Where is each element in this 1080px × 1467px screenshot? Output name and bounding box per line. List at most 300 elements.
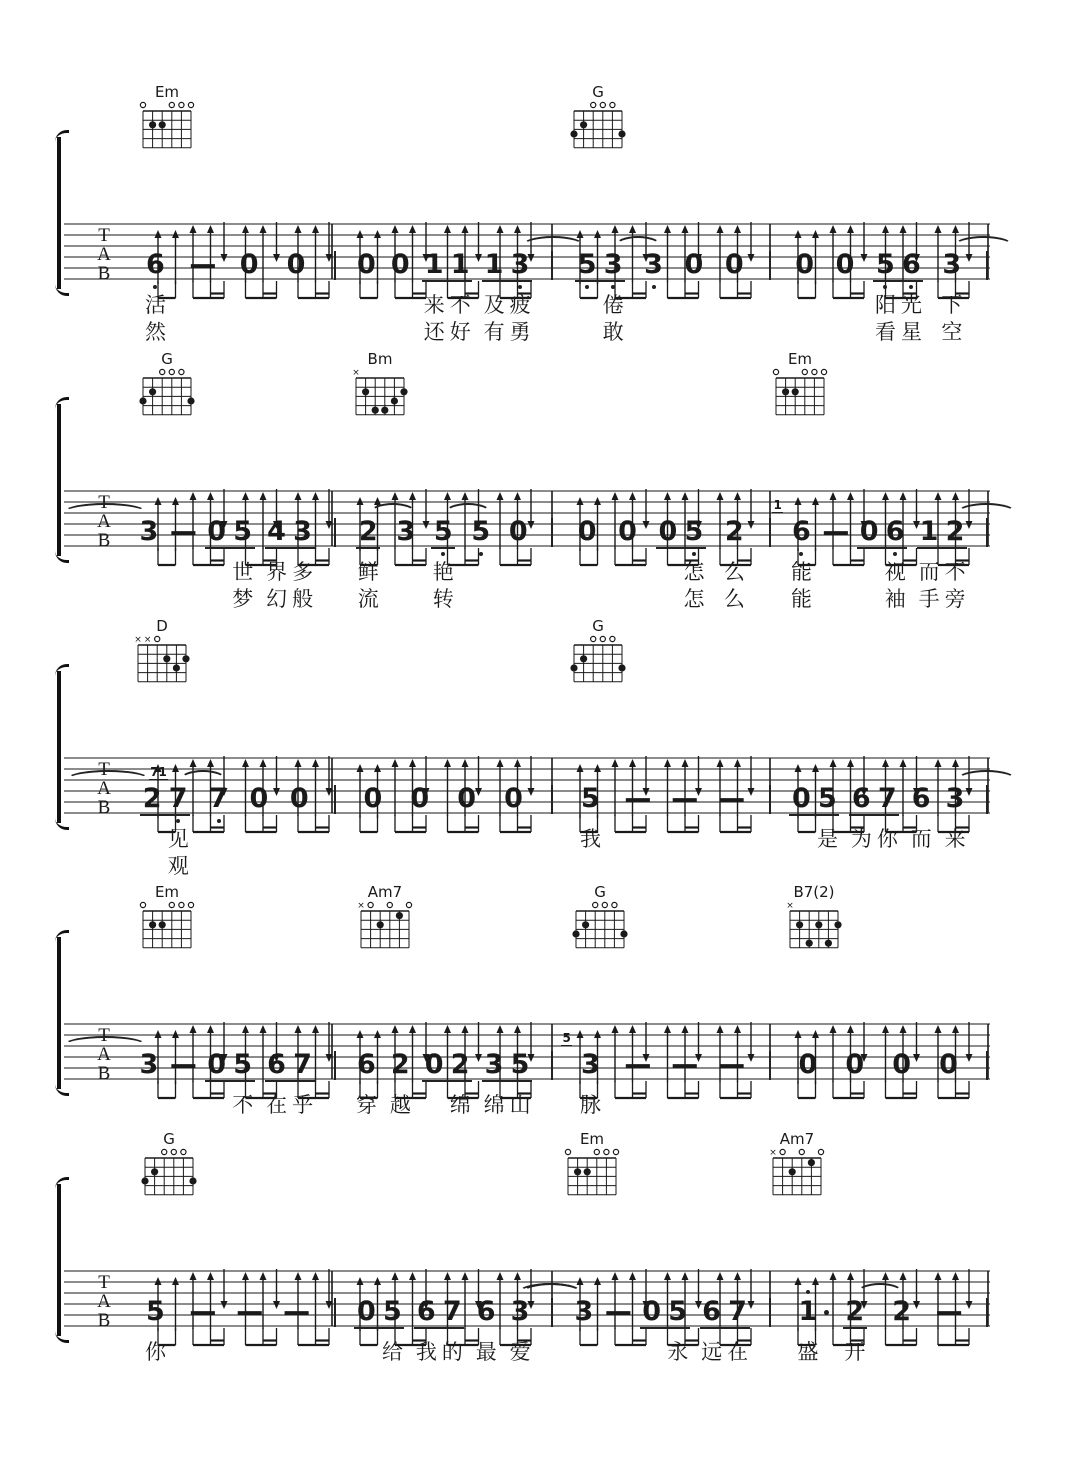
note-number: 5 — [577, 249, 597, 280]
chord-name-label: G — [163, 1130, 175, 1148]
note-number: 0 — [289, 783, 309, 814]
note-number: 6 — [702, 1296, 721, 1327]
system-5 — [0, 1132, 1080, 1392]
note-number: 6 — [476, 1296, 496, 1327]
note-number: 6 — [357, 1049, 376, 1080]
note-number: 2 — [724, 516, 744, 547]
note-group — [822, 517, 848, 617]
note-cell — [671, 784, 697, 884]
note-number: 0 — [508, 516, 528, 547]
system-3 — [0, 619, 1080, 879]
chord-G — [569, 85, 627, 154]
note-number: 3 — [510, 1296, 530, 1327]
lyric-line1: 在 — [727, 1340, 749, 1364]
lyric-line2: 空 — [941, 320, 963, 344]
note-number: 3 — [603, 249, 623, 280]
lyric-line1: 疲 — [509, 293, 531, 317]
note-group — [142, 1297, 168, 1397]
note-group — [936, 1297, 962, 1397]
note-cell — [387, 250, 413, 350]
chord-diagram — [138, 100, 196, 150]
grace-note: 1 — [773, 498, 782, 512]
note-cell — [822, 517, 848, 617]
chord-name-label: G — [592, 83, 604, 101]
tie-arc — [954, 236, 1013, 255]
chord-Bm — [351, 352, 409, 421]
lyric-line2: 还 — [423, 320, 445, 344]
note-number: — — [671, 1049, 699, 1080]
note-cell — [421, 250, 447, 350]
note-cell — [571, 1297, 597, 1397]
note-number: 6 — [885, 516, 905, 547]
lyric-line1: 而 — [918, 560, 940, 584]
lyric-line2: 然 — [144, 320, 166, 344]
lyric-line2: 观 — [167, 854, 189, 878]
note-number: 5 — [668, 1296, 688, 1327]
note-group-beamed — [264, 517, 316, 617]
note-number: 0 — [207, 516, 227, 547]
measure — [336, 1297, 554, 1397]
note-cell — [150, 765, 191, 884]
lyric-line1: 我 — [579, 827, 601, 851]
note-cell — [681, 250, 707, 350]
octave-dot-low — [176, 819, 180, 823]
note-number: 5 — [233, 1049, 253, 1080]
chord-Am7 — [768, 1132, 826, 1201]
system-4 — [0, 883, 1080, 1148]
lyric-line1: 绵 — [449, 1093, 471, 1117]
note-group — [908, 784, 934, 884]
note-number: 7 — [442, 1296, 462, 1327]
svg-text:×: × — [786, 901, 794, 911]
lyric-line1: 来 — [944, 827, 966, 851]
lyric-line1: 乎 — [292, 1093, 314, 1117]
tie-arc-incoming — [66, 770, 150, 789]
octave-dot-low — [153, 285, 157, 289]
note-group — [939, 250, 965, 350]
note-group — [615, 517, 641, 617]
tab-clef-letters — [97, 225, 111, 284]
jianpu-line — [118, 250, 988, 350]
note-cell — [898, 250, 924, 350]
octave-dot-low — [441, 552, 445, 556]
note-cell — [600, 250, 626, 350]
chord-diagram — [569, 100, 627, 150]
note-group — [792, 250, 818, 350]
lyric-line2: 勇 — [509, 320, 531, 344]
lyric-line1: 你 — [144, 1340, 166, 1364]
note-group — [681, 250, 707, 350]
note-number: 0 — [457, 783, 477, 814]
octave-dot-low — [692, 552, 696, 556]
note-cell — [379, 1297, 405, 1397]
note-group — [832, 250, 858, 350]
chord-name-label: Bm — [367, 350, 393, 368]
note-cell — [170, 517, 196, 617]
note-group — [189, 250, 215, 350]
chord-name-label: G — [161, 350, 173, 368]
octave-dot-low — [585, 285, 589, 289]
tie-arc — [957, 770, 1016, 789]
note-cell — [655, 517, 681, 617]
note-group — [283, 250, 309, 350]
note-number: 2 — [358, 516, 378, 547]
note-number: 0 — [684, 249, 704, 280]
note-cell — [189, 1297, 215, 1397]
note-cell — [501, 784, 527, 884]
measure — [553, 250, 771, 350]
note-number: 5 — [818, 783, 837, 814]
measure — [118, 765, 336, 884]
note-cell — [407, 784, 433, 884]
note-cell — [624, 784, 650, 884]
note-group — [136, 517, 162, 617]
tab-clef-letters — [97, 1272, 111, 1331]
note-cell — [439, 1297, 465, 1397]
note-number: 0 — [724, 249, 744, 280]
chord-G — [569, 619, 627, 688]
measure — [553, 784, 771, 884]
note-number: 0 — [618, 516, 637, 547]
lyric-line1: 阳 — [874, 293, 896, 317]
note-group-beamed — [788, 784, 840, 884]
note-cell — [189, 250, 215, 350]
note-number: 3 — [139, 1049, 159, 1080]
note-cell — [882, 517, 908, 617]
svg-text:A: A — [97, 1044, 111, 1065]
note-cell — [942, 517, 968, 617]
note-group — [360, 784, 386, 884]
note-group — [170, 517, 196, 617]
lyric-line1: 光 — [900, 293, 922, 317]
lyric-line1: 山 — [509, 1093, 531, 1117]
note-number: 0 — [642, 1296, 662, 1327]
note-cell — [788, 784, 814, 884]
note-number: 0 — [390, 249, 410, 280]
note-cell — [236, 1297, 262, 1397]
chord-Am7 — [356, 885, 414, 954]
note-number: — — [189, 249, 217, 280]
lyric-line2: 旁 — [944, 587, 966, 611]
note-number: 3 — [945, 783, 965, 814]
svg-text:B: B — [97, 530, 111, 551]
lyric-line1: 开 — [844, 1340, 866, 1364]
chord-diagram — [771, 367, 829, 417]
lyric-line1: 不 — [449, 293, 471, 317]
chord-diagram — [138, 900, 196, 950]
measure — [553, 517, 771, 617]
lyric-line1: 活 — [144, 293, 166, 317]
note-group — [454, 784, 480, 884]
note-cell — [773, 498, 814, 617]
note-cell — [615, 517, 641, 617]
lyric-line2: 看 — [874, 320, 896, 344]
svg-text:×: × — [143, 635, 152, 645]
octave-dot-low — [893, 552, 897, 556]
note-number: 3 — [484, 1049, 504, 1080]
note-group-beamed — [872, 250, 924, 350]
system-1 — [0, 85, 1080, 345]
svg-text:T: T — [98, 492, 110, 513]
measure — [553, 1297, 771, 1397]
note-number: 0 — [249, 783, 269, 814]
jianpu-line — [118, 498, 988, 617]
note-group — [507, 1297, 533, 1397]
note-number: 0 — [207, 1049, 227, 1080]
note-number: 3 — [644, 249, 663, 280]
note-number: 5 — [581, 783, 600, 814]
lyric-line1: 的 — [441, 1340, 463, 1364]
chord-diagram — [138, 367, 196, 417]
note-cell — [577, 784, 603, 884]
lyric-line2: 好 — [449, 320, 471, 344]
lyric-line2: 敢 — [602, 320, 624, 344]
lyric-line1: 能 — [790, 560, 812, 584]
note-group-beamed — [355, 517, 381, 617]
chord-G — [571, 885, 629, 954]
lyric-line1: 来 — [423, 293, 445, 317]
lyric-line1: 穿 — [355, 1093, 377, 1117]
note-cell — [473, 1297, 499, 1397]
note-cell — [872, 250, 898, 350]
note-cell — [507, 1297, 533, 1397]
lyric-line1: 及 — [483, 293, 505, 317]
chord-Em — [563, 1132, 621, 1201]
note-group-beamed — [430, 517, 456, 617]
note-group-beamed — [699, 1297, 751, 1397]
note-group — [246, 784, 272, 884]
note-group — [189, 1297, 215, 1397]
note-group-beamed — [481, 250, 533, 350]
lyric-line1: 么 — [723, 560, 745, 584]
note-group — [942, 784, 968, 884]
note-number: 0 — [577, 516, 597, 547]
lyric-line1: 见 — [167, 827, 189, 851]
note-number: 2 — [450, 1049, 470, 1080]
jianpu-line — [118, 765, 988, 884]
measure — [771, 1297, 989, 1397]
lyric-line1: 多 — [292, 560, 314, 584]
note-number: 5 — [471, 516, 491, 547]
svg-text:B: B — [97, 1310, 111, 1331]
svg-text:×: × — [134, 635, 142, 645]
chord-name-label: D — [156, 617, 168, 635]
octave-dot-low — [652, 285, 656, 289]
note-group — [605, 1297, 631, 1397]
lyric-line2: 袖 — [884, 587, 906, 611]
note-number: 1 — [450, 249, 470, 280]
note-cell — [856, 517, 882, 617]
note-number: 2 — [390, 1049, 410, 1080]
note-group-beamed — [421, 250, 473, 350]
system-2 — [0, 352, 1080, 612]
note-number: — — [822, 516, 850, 547]
note-cell — [842, 1297, 868, 1397]
note-number: 5 — [233, 516, 253, 547]
note-cell — [942, 784, 968, 884]
note-group-beamed — [655, 517, 707, 617]
note-cell — [204, 517, 230, 617]
note-cell — [230, 517, 256, 617]
lyric-line1: 脉 — [579, 1093, 601, 1117]
lyric-line1: 盛 — [797, 1340, 819, 1364]
note-number: 0 — [410, 783, 430, 814]
note-number: — — [189, 1296, 217, 1327]
note-group — [889, 1297, 915, 1397]
lyric-line1: 在 — [266, 1093, 288, 1117]
chord-name-label: B7(2) — [793, 883, 835, 901]
note-cell — [574, 517, 600, 617]
note-number: — — [236, 1296, 264, 1327]
chord-name-label: Em — [579, 1130, 605, 1148]
note-cell — [721, 517, 747, 617]
note-number: 1 — [798, 1296, 818, 1327]
note-number: — — [671, 783, 699, 814]
measure — [336, 517, 554, 617]
chord-diagram — [571, 900, 629, 950]
lyric-line1: 世 — [232, 560, 254, 584]
grace-note: 5 — [562, 1031, 571, 1045]
lyric-line1: 越 — [389, 1093, 411, 1117]
chord-diagram — [356, 900, 414, 950]
note-cell — [355, 517, 381, 617]
note-group-beamed — [848, 784, 900, 884]
note-number: 5 — [383, 1296, 402, 1327]
lyric-line2: 流 — [357, 587, 379, 611]
note-group — [206, 784, 232, 884]
note-number: — — [718, 1049, 746, 1080]
note-number: — — [169, 1049, 197, 1080]
lyric-line1: 下 — [941, 293, 963, 317]
note-group — [286, 784, 312, 884]
note-number: 6 — [911, 783, 931, 814]
lyric-line1: 你 — [876, 827, 898, 851]
note-group — [795, 1297, 821, 1397]
lyric-line2: 梦 — [232, 587, 254, 611]
octave-dot-low — [217, 819, 221, 823]
lyric-line2: 有 — [483, 320, 505, 344]
chord-Em — [138, 885, 196, 954]
note-group-beamed — [916, 517, 968, 617]
svg-text:B: B — [97, 1063, 111, 1084]
note-group-beamed — [139, 765, 191, 884]
note-number: 5 — [876, 249, 895, 280]
note-group — [353, 250, 379, 350]
note-cell — [507, 250, 533, 350]
note-cell — [264, 517, 290, 617]
note-cell — [454, 784, 480, 884]
chord-diagram — [768, 1147, 826, 1197]
note-cell — [681, 517, 707, 617]
lyric-line1: 是 — [816, 827, 838, 851]
note-group-beamed — [413, 1297, 465, 1397]
note-cell — [283, 1297, 309, 1397]
note-cell — [916, 517, 942, 617]
lyric-line1: 给 — [381, 1340, 403, 1364]
note-cell — [936, 1297, 962, 1397]
octave-dot-low — [479, 552, 483, 556]
note-group — [236, 250, 262, 350]
note-cell — [236, 250, 262, 350]
chord-diagram — [569, 634, 627, 684]
note-number: 4 — [267, 516, 286, 547]
note-cell — [142, 250, 168, 350]
note-cell — [939, 250, 965, 350]
lyric-line1: 鲜 — [357, 560, 379, 584]
note-group — [624, 784, 650, 884]
lyric-line1: 界 — [266, 560, 288, 584]
octave-dot-low — [799, 552, 803, 556]
note-number: 0 — [357, 249, 376, 280]
note-number: — — [283, 1296, 311, 1327]
lyric-line1: 而 — [910, 827, 932, 851]
note-number: 0 — [939, 1049, 958, 1080]
measure — [118, 517, 336, 617]
note-number: — — [935, 1296, 963, 1327]
note-group — [721, 250, 747, 350]
note-cell — [468, 517, 494, 617]
jianpu-line — [118, 1297, 988, 1397]
note-number: 3 — [396, 516, 416, 547]
chord-name-label: Em — [787, 350, 813, 368]
note-group — [387, 250, 413, 350]
augmentation-dot — [824, 1310, 829, 1315]
chord-name-label: G — [592, 617, 604, 635]
note-number: 0 — [835, 249, 855, 280]
lyric-line2: 能 — [790, 587, 812, 611]
note-number: 6 — [851, 783, 871, 814]
measure — [771, 498, 989, 617]
note-group — [773, 498, 814, 617]
note-number: 5 — [146, 1296, 165, 1327]
note-number: 2 — [945, 516, 965, 547]
note-number: 3 — [942, 249, 962, 280]
note-cell — [641, 250, 667, 350]
note-group — [236, 1297, 262, 1397]
chord-D — [133, 619, 191, 688]
lyric-line1: 倦 — [602, 293, 624, 317]
chord-diagram — [140, 1147, 198, 1197]
chord-Em — [138, 85, 196, 154]
lyric-line1: 为 — [850, 827, 872, 851]
note-number: 0 — [286, 249, 306, 280]
note-group-beamed — [639, 1297, 691, 1397]
note-number: 3 — [581, 1049, 600, 1080]
note-number: 0 — [792, 783, 811, 814]
svg-text:A: A — [97, 511, 111, 532]
note-group — [505, 517, 531, 617]
lyric-line1: 绵 — [483, 1093, 505, 1117]
lyric-line1: 怎 — [683, 560, 705, 584]
note-group — [718, 784, 744, 884]
svg-text:A: A — [97, 244, 111, 265]
note-number: 2 — [142, 783, 162, 814]
note-number: — — [624, 783, 652, 814]
svg-text:×: × — [357, 901, 365, 911]
lyric-line1: 爱 — [509, 1340, 531, 1364]
note-cell — [889, 1297, 915, 1397]
note-cell — [725, 1297, 751, 1397]
svg-text:A: A — [97, 1291, 111, 1312]
note-group — [671, 784, 697, 884]
note-cell — [832, 250, 858, 350]
measure — [118, 1297, 336, 1397]
note-number: 7 — [728, 1296, 747, 1327]
measure — [118, 250, 336, 350]
measure — [771, 250, 989, 350]
note-number: — — [169, 516, 197, 547]
note-group — [407, 784, 433, 884]
